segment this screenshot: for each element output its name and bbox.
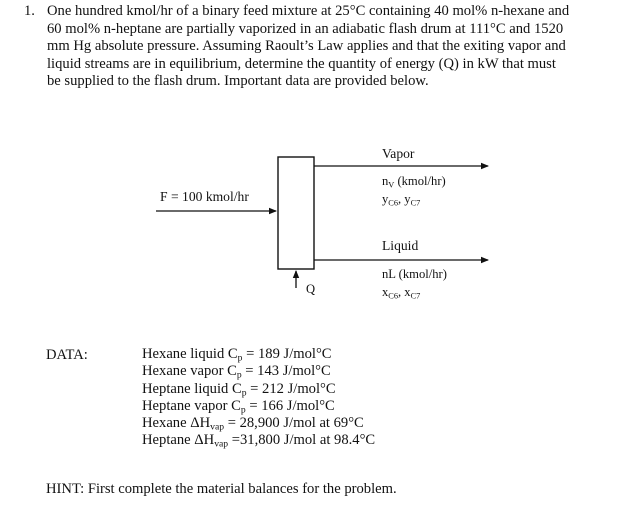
data-item: Heptane $\Delta H_{vap} =31,800$ J/mol at 98.4°C <box>142 432 376 451</box>
hint-text: HINT: First complete the material balances for the problem. <box>46 481 397 497</box>
data-title: DATA: <box>46 347 88 363</box>
data-list <box>142 346 375 450</box>
problem-line: liquid streams are in equilibrium, determine the quantity of energy (Q) in kW that must <box>47 55 556 72</box>
vapor-flow: $n_V$ (kmol/hr) <box>382 174 446 190</box>
liquid-title: Liquid <box>382 238 419 253</box>
vapor-title: Vapor <box>382 146 415 161</box>
liquid-flow: nL (kmol/hr) <box>382 267 447 281</box>
problem-line: One hundred kmol/hr of a binary feed mixture at 25°C containing 40 mol% n-hexane and <box>47 3 570 19</box>
problem-line: 60 mol% n-heptane are partially vaporized in an adiabatic flash drum at 111°C and 1520 <box>47 20 564 37</box>
problem-line: mm Hg absolute pressure. Assuming Raoult’s Law applies and that the exiting vapor and <box>47 38 566 55</box>
feed-label: F = 100 kmol/hr <box>160 189 249 204</box>
heat-label: Q <box>306 282 316 296</box>
data-item: Hexane liquid $C_p = 189$ J/mol°C <box>142 346 332 364</box>
data-item: Hexane vapor $C_p = 143$ J/mol°C <box>142 363 331 381</box>
data-item: Heptane liquid $C_p = 212$ J/mol°C <box>142 380 336 399</box>
flash-drum <box>278 157 314 269</box>
problem-number: 1. <box>24 3 35 19</box>
vapor-composition: $y_{C6}$, $y_{C7}$ <box>382 192 421 208</box>
data-item: Heptane vapor $C_p = 166$ J/mol°C <box>142 397 335 416</box>
liquid-composition: $x_{C6}$, $x_{C7}$ <box>382 285 421 301</box>
problem-line: be supplied to the flash drum. Important data are provided below. <box>47 73 429 90</box>
data-item: Hexane $\Delta H_{vap} = 28,900$ J/mol at 69°C <box>142 415 364 433</box>
